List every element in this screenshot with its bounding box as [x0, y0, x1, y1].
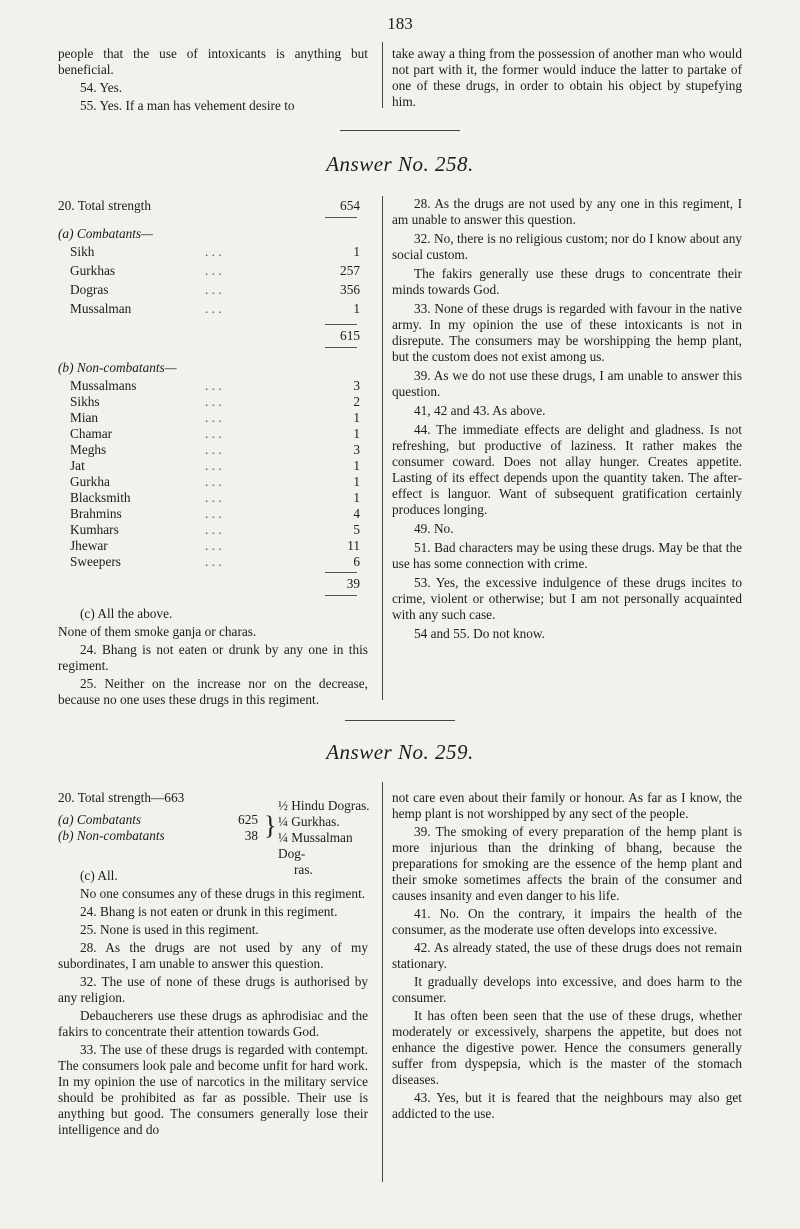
- total-strength-label: 20. Total strength: [58, 198, 151, 213]
- answer-258-left-paragraphs: [58, 606, 368, 708]
- leader-dots: . . .: [205, 244, 222, 259]
- leader-dots: . . .: [205, 554, 222, 569]
- breakdown-line: ¼ Gurkhas.: [278, 814, 340, 829]
- leader-dots: . . .: [205, 490, 222, 505]
- paragraph: 25. Neither on the increase nor on the decrease, because no one uses these drugs in this regiment.: [58, 676, 368, 707]
- table-row-value: 1: [353, 490, 360, 505]
- table-row-label: Dogras: [70, 282, 109, 297]
- paragraph: 39. The smoking of every preparation of the hemp plant is more injurious than the drinking of bhang, because the preparations for smoking are the essence of the hemp plant and their smoke sometimes affects the brain of the consumer and causes insanity and even danger to his life.: [392, 824, 742, 903]
- breakdown: [278, 798, 373, 878]
- table-row-value: 11: [347, 538, 360, 553]
- leader-dots: . . .: [205, 394, 222, 409]
- leader-dots: . . .: [205, 426, 222, 441]
- table-row-value: 356: [340, 282, 360, 297]
- rule: [325, 217, 357, 218]
- table-row-label: Jat: [70, 458, 85, 473]
- table-row-value: 1: [353, 244, 360, 259]
- table-row-label: Mussalmans: [70, 378, 137, 393]
- table-row-value: 1: [353, 410, 360, 425]
- paragraph: The fakirs generally use these drugs to concentrate their minds towards God.: [392, 266, 742, 297]
- paragraph: 39. As we do not use these drugs, I am unable to answer this question.: [392, 368, 742, 399]
- noncombatants-value: 38: [244, 828, 258, 843]
- column-divider: [382, 42, 383, 108]
- noncombatants-label: (b) Non-combatants: [58, 828, 165, 843]
- breakdown-line: ¼ Mussalman Dog-: [278, 830, 353, 861]
- paragraph: people that the use of intoxicants is anything but beneficial.: [58, 46, 368, 77]
- table-row-label: Mian: [70, 410, 99, 425]
- paragraph: No one consumes any of these drugs in this regiment.: [80, 886, 366, 901]
- rule: [325, 324, 357, 325]
- table-row-label: Chamar: [70, 426, 113, 441]
- column-divider: [382, 782, 383, 1182]
- total-strength-line: 20. Total strength—663: [58, 790, 185, 805]
- table-row-label: Meghs: [70, 442, 107, 457]
- leader-dots: . . .: [205, 442, 222, 457]
- table-row-label: Sikh: [70, 244, 95, 259]
- combatants-total: 615: [340, 328, 360, 343]
- table-row-label: Blacksmith: [70, 490, 131, 505]
- table-row-value: 257: [340, 263, 360, 278]
- table-row-value: 6: [353, 554, 360, 569]
- table-row-value: 5: [353, 522, 360, 537]
- table-row-value: 2: [353, 394, 360, 409]
- paragraph: 44. The immediate effects are delight and gladness. Is not refreshing, but productive of laziness. It rather makes the consumer coward. Does not allay hunger. Creates appetite. Lasting of its effect depends upon the quantity taken. The after-effect is languor. Want of subsequent gratification certainly produces longing.: [392, 422, 742, 517]
- page-number: 183: [387, 14, 413, 33]
- combatants-value: 625: [238, 812, 258, 827]
- paragraph: (c) All the above.: [80, 606, 173, 621]
- table-row-label: Gurkhas: [70, 263, 116, 278]
- table-row-label: Gurkha: [70, 474, 110, 489]
- breakdown-line: ras.: [294, 862, 313, 877]
- paragraph: 24. Bhang is not eaten or drunk by any one in this regiment.: [58, 642, 368, 673]
- total-strength-value: 654: [340, 198, 360, 213]
- noncombatants-total: 39: [346, 576, 360, 591]
- leader-dots: . . .: [205, 410, 222, 425]
- table-row-label: Brahmins: [70, 506, 122, 521]
- breakdown-line: ½ Hindu Dogras.: [278, 798, 370, 813]
- paragraph: 55. Yes. If a man has vehement desire to: [80, 98, 295, 113]
- rule: [325, 572, 357, 573]
- noncombatants-label: (b) Non-combatants—: [58, 360, 177, 375]
- leader-dots: . . .: [205, 458, 222, 473]
- paragraph: (c) All.: [80, 868, 118, 883]
- rule: [325, 595, 357, 596]
- top-right-column: [392, 46, 742, 110]
- leader-dots: . . .: [205, 263, 222, 278]
- leader-dots: . . .: [205, 282, 222, 297]
- paragraph: take away a thing from the possession of another man who would not part with it, the former would induce the latter to partake of one of these drugs, in order to obtain his object by stupefying him.: [392, 46, 742, 109]
- section-rule: [345, 720, 455, 721]
- paragraph: None of them smoke ganja or charas.: [58, 624, 257, 639]
- combatants-label: (a) Combatants—: [58, 226, 153, 241]
- combatants-label: (a) Combatants: [58, 812, 142, 827]
- answer-259-right-column: [392, 790, 742, 1122]
- leader-dots: . . .: [205, 378, 222, 393]
- paragraph: 28. As the drugs are not used by any one in this regiment, I am unable to answer this question.: [392, 196, 742, 227]
- paragraph: 41. No. On the contrary, it impairs the health of the consumer, as the moderate use often develops into excessive.: [392, 906, 742, 937]
- paragraph: 43. Yes, but it is feared that the neighbours may also get addicted to the use.: [392, 1090, 742, 1121]
- leader-dots: . . .: [205, 301, 222, 316]
- leader-dots: . . .: [205, 522, 222, 537]
- paragraph: 53. Yes, the excessive indulgence of these drugs incites to crime, violent or otherwise; but I am not personally acquainted with any such case.: [392, 575, 742, 622]
- answer-259-left-paragraphs: [58, 868, 368, 1138]
- table-row-label: Kumhars: [70, 522, 119, 537]
- paragraph: 42. As already stated, the use of these drugs does not remain stationary.: [392, 940, 742, 971]
- section-heading: Answer No. 259.: [326, 740, 474, 764]
- paragraph: It gradually develops into excessive, and does harm to the consumer.: [392, 974, 742, 1005]
- table-row-value: 1: [353, 301, 360, 316]
- paragraph: 33. The use of these drugs is regarded with contempt. The consumers look pale and become unfit for hard work. In my opinion the use of narcotics in the military service should be prohibited as far as possible. Their use is anything but good. The consumers generally lose their intelligence and do: [58, 1042, 368, 1137]
- paragraph: It has often been seen that the use of these drugs, whether moderately or excessively, sharpens the appetite, but does not enhance the digestive power. Hence the consumers generally suffer from dyspepsia, which is the master of the stomach diseases.: [392, 1008, 742, 1087]
- table-row-label: Mussalman: [70, 301, 132, 316]
- leader-dots: . . .: [205, 506, 222, 521]
- section-heading: Answer No. 258.: [326, 152, 474, 176]
- leader-dots: . . .: [205, 474, 222, 489]
- top-left-column: [58, 46, 368, 114]
- table-row-value: 1: [353, 458, 360, 473]
- answer-258-right-column: [392, 196, 742, 642]
- paragraph: 25. None is used in this regiment.: [80, 922, 259, 937]
- paragraph: 41, 42 and 43. As above.: [414, 403, 546, 418]
- paragraph: 33. None of these drugs is regarded with favour in the native army. In my opinion the use of these intoxicants is not in disrepute. The consumers may be worshipping the hemp plant, but the custom does not exist among us.: [392, 301, 742, 364]
- table-row-value: 3: [353, 378, 360, 393]
- paragraph: 54 and 55. Do not know.: [414, 626, 545, 641]
- paragraph: 24. Bhang is not eaten or drunk in this regiment.: [80, 904, 338, 919]
- leader-dots: . . .: [205, 538, 222, 553]
- rule: [325, 347, 357, 348]
- paragraph: 49. No.: [414, 521, 454, 536]
- paragraph: 51. Bad characters may be using these drugs. May be that the use has some connection with crime.: [392, 540, 742, 571]
- brace: }: [264, 811, 277, 840]
- paragraph: 28. As the drugs are not used by any of my subordinates, I am unable to answer this question.: [58, 940, 368, 971]
- table-row-label: Sweepers: [70, 554, 121, 569]
- section-rule: [340, 130, 460, 131]
- table-row-value: 3: [353, 442, 360, 457]
- table-row-label: Jhewar: [70, 538, 108, 553]
- paragraph: 54. Yes.: [80, 80, 123, 95]
- table-row-label: Sikhs: [70, 394, 100, 409]
- table-row-value: 4: [353, 506, 360, 521]
- paragraph: Debaucherers use these drugs as aphrodisiac and the fakirs to concentrate their attention towards God.: [58, 1008, 368, 1039]
- table-row-value: 1: [353, 426, 360, 441]
- column-divider: [382, 196, 383, 700]
- table-row-value: 1: [353, 474, 360, 489]
- paragraph: not care even about their family or honour. As far as I know, the hemp plant is not worshipped by any sect of the people.: [392, 790, 742, 821]
- paragraph: 32. No, there is no religious custom; nor do I know about any social custom.: [392, 231, 742, 262]
- paragraph: 32. The use of none of these drugs is authorised by any religion.: [58, 974, 368, 1005]
